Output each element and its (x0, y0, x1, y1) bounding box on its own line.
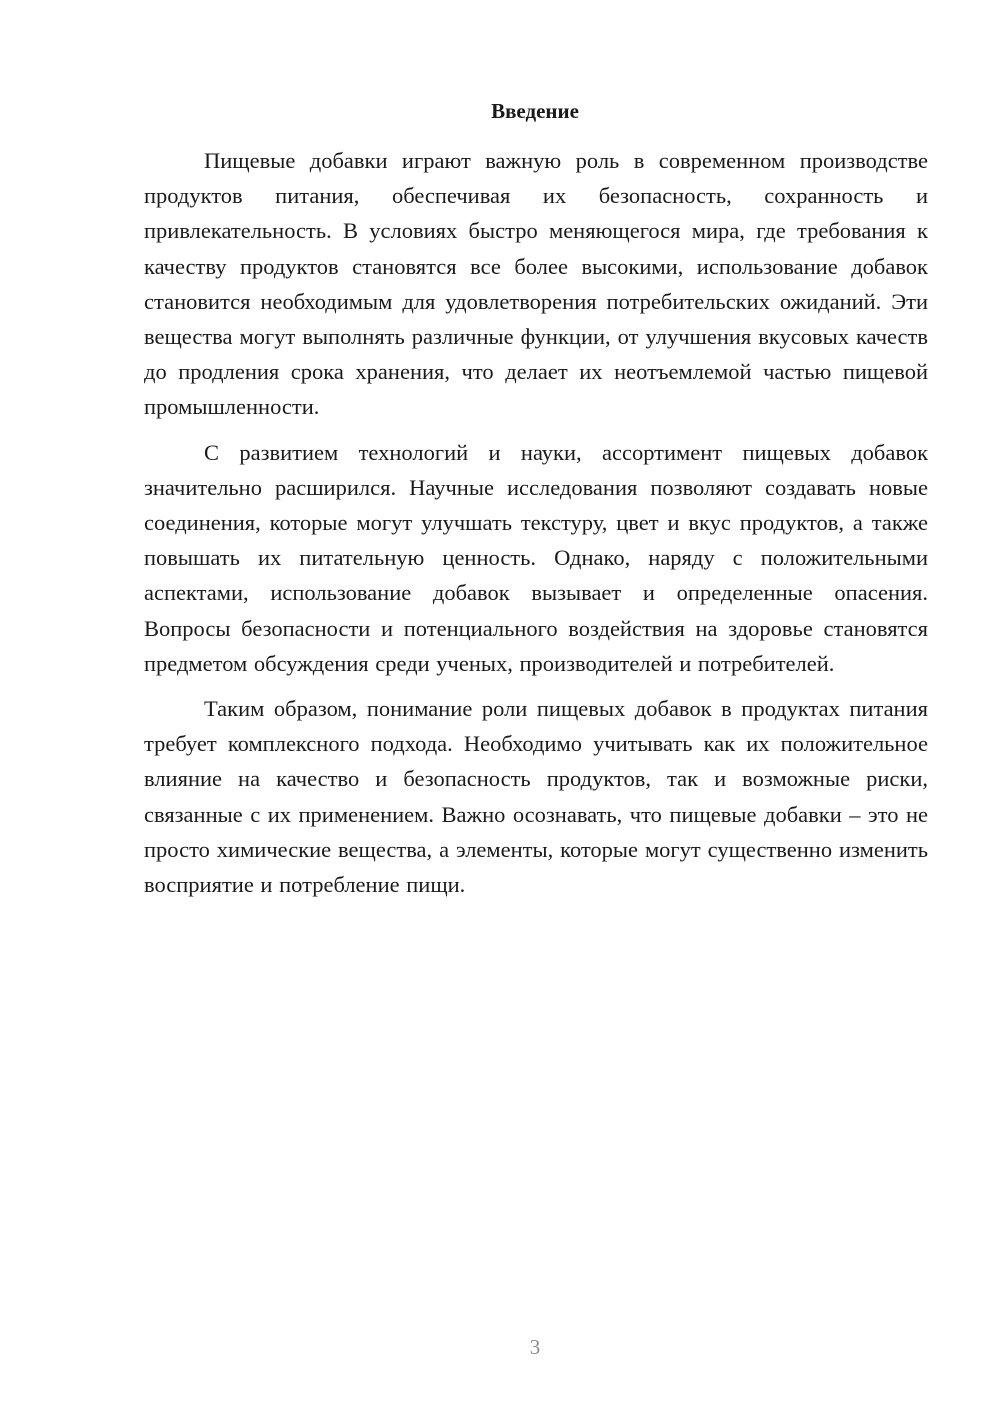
paragraph-1: Пищевые добавки играют важную роль в современном производстве продуктов питания, обеспечивая их безопасность, сохранность и привлекательность. В условиях быстро меняющегося мира, где требования к качеству продуктов становятся все более высокими, использование добавок становится необходимым для удовлетворения потребительских ожиданий. Эти вещества могут выполнять различные функции, от улучшения вкусовых качеств до продления срока хранения, что делает их неотъемлемой частью пищевой промышленности. (144, 148, 928, 420)
paragraph-2: С развитием технологий и науки, ассортимент пищевых добавок значительно расширился. Научные исследования позволяют создавать новые соединения, которые могут улучшать текстуру, цвет и вкус продуктов, а также повышать их питательную ценность. Однако, наряду с положительными аспектами, использование добавок вызывает и определенные опасения. Вопросы безопасности и потенциального воздействия на здоровье становятся предметом обсуждения среди ученых, производителей и потребителей. (144, 439, 928, 676)
section-heading: Введение (491, 99, 579, 123)
paragraph-3: Таким образом, понимание роли пищевых добавок в продуктах питания требует комплексного подхода. Необходимо учитывать как их положительное влияние на качество и безопасность продуктов, так и возможные риски, связанные с их применением. Важно осознавать, что пищевые добавки – это не просто химические вещества, а элементы, которые могут существенно изменить восприятие и потребление пищи. (144, 696, 928, 898)
body-text (144, 143, 928, 902)
page-number: 3 (529, 1335, 541, 1359)
